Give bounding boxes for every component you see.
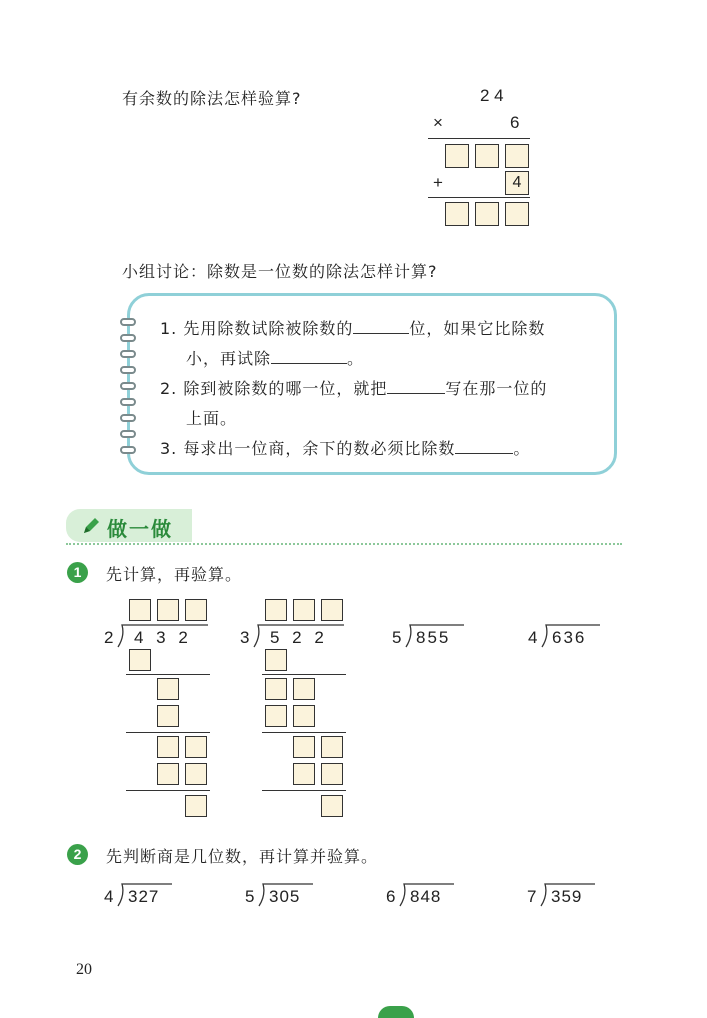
mult-line-1 — [428, 138, 530, 139]
spiral-ring — [120, 350, 136, 358]
work-box[interactable] — [185, 795, 207, 817]
fill-blank[interactable] — [455, 439, 513, 454]
verify-question: 有余数的除法怎样验算? — [122, 89, 302, 108]
dividend: 855 — [416, 628, 451, 647]
remainder-box: 4 — [505, 171, 529, 195]
work-box[interactable] — [129, 649, 151, 671]
rule-number: 3. — [160, 439, 178, 458]
exercise-1-instruction: 先计算，再验算。 — [106, 565, 243, 584]
plus-sign: + — [433, 173, 443, 192]
rule-2-line-2: 上面。 — [186, 409, 238, 428]
work-box[interactable] — [321, 763, 343, 785]
work-box[interactable] — [157, 678, 179, 700]
fill-blank[interactable] — [271, 349, 347, 364]
quotient-box[interactable] — [293, 599, 315, 621]
mult-line-2 — [428, 197, 530, 198]
rule-text: 除到被除数的哪一位，就把 — [183, 379, 388, 398]
bottom-tab-decoration — [378, 1006, 414, 1018]
spiral-ring — [120, 382, 136, 390]
work-box[interactable] — [157, 736, 179, 758]
rule-text: 。 — [347, 349, 365, 368]
rule-text: 。 — [513, 439, 531, 458]
work-box[interactable] — [293, 763, 315, 785]
rule-2-line-1 — [160, 376, 547, 399]
quotient-box[interactable] — [129, 599, 151, 621]
rule-text: 写在那一位的 — [445, 379, 548, 398]
times-sign: × — [433, 113, 443, 132]
rule-text: 每求出一位商，余下的数必须比除数 — [183, 439, 456, 458]
spiral-ring — [120, 318, 136, 326]
group-discussion: 小组讨论：除数是一位数的除法怎样计算? — [122, 262, 438, 281]
dividend: 636 — [552, 628, 587, 647]
dividend: 4 3 2 — [134, 628, 192, 647]
work-box[interactable] — [293, 736, 315, 758]
answer-box[interactable] — [475, 144, 499, 168]
work-box[interactable] — [293, 678, 315, 700]
divisor: 7 — [527, 887, 537, 906]
rule-number: 2. — [160, 379, 178, 398]
work-box[interactable] — [185, 763, 207, 785]
divisor: 4 — [528, 628, 538, 647]
work-line — [262, 674, 346, 675]
exercise-number-2: 2 — [67, 844, 88, 865]
answer-box[interactable] — [445, 144, 469, 168]
rule-number: 1. — [160, 319, 178, 338]
fill-blank[interactable] — [353, 319, 409, 334]
dividend: 305 — [269, 887, 301, 906]
work-box[interactable] — [185, 736, 207, 758]
divisor: 2 — [104, 628, 114, 647]
divisor: 6 — [386, 887, 396, 906]
rule-text: 先用除数试除被除数的 — [183, 319, 354, 338]
dividend: 848 — [410, 887, 442, 906]
answer-box[interactable] — [475, 202, 499, 226]
work-box[interactable] — [293, 705, 315, 727]
spiral-ring — [120, 398, 136, 406]
dividend: 327 — [128, 887, 160, 906]
work-box[interactable] — [265, 705, 287, 727]
exercise-number-1: 1 — [67, 562, 88, 583]
banner-label: 做一做 — [107, 517, 173, 541]
exercise-2-instruction: 先判断商是几位数，再计算并验算。 — [106, 847, 379, 866]
work-box[interactable] — [265, 649, 287, 671]
dividend: 359 — [551, 887, 583, 906]
divisor: 5 — [245, 887, 255, 906]
pencil-icon — [80, 515, 102, 537]
work-line — [262, 790, 346, 791]
dotted-divider — [66, 543, 622, 545]
quotient-box[interactable] — [321, 599, 343, 621]
work-box[interactable] — [157, 705, 179, 727]
page-number: 20 — [76, 961, 92, 978]
divisor: 3 — [240, 628, 250, 647]
answer-box[interactable] — [505, 144, 529, 168]
mult-top: 2 4 — [480, 86, 504, 105]
quotient-box[interactable] — [185, 599, 207, 621]
spiral-ring — [120, 414, 136, 422]
rule-3-line-1 — [160, 436, 530, 459]
work-box[interactable] — [157, 763, 179, 785]
work-line — [126, 790, 210, 791]
divisor: 5 — [392, 628, 402, 647]
multiplier: 6 — [510, 113, 520, 132]
dividend: 5 2 2 — [270, 628, 328, 647]
rule-1-line-2 — [186, 346, 364, 369]
spiral-ring — [120, 430, 136, 438]
work-line — [262, 732, 346, 733]
answer-box[interactable] — [445, 202, 469, 226]
work-box[interactable] — [321, 795, 343, 817]
divisor: 4 — [104, 887, 114, 906]
work-line — [126, 674, 210, 675]
spiral-ring — [120, 334, 136, 342]
rule-1-line-1 — [160, 316, 545, 339]
quotient-box[interactable] — [157, 599, 179, 621]
rule-text: 小，再试除 — [186, 349, 272, 368]
work-box[interactable] — [321, 736, 343, 758]
rule-text: 位，如果它比除数 — [409, 319, 546, 338]
quotient-box[interactable] — [265, 599, 287, 621]
answer-box[interactable] — [505, 202, 529, 226]
spiral-ring — [120, 446, 136, 454]
fill-blank[interactable] — [387, 379, 445, 394]
work-box[interactable] — [265, 678, 287, 700]
work-line — [126, 732, 210, 733]
spiral-ring — [120, 366, 136, 374]
